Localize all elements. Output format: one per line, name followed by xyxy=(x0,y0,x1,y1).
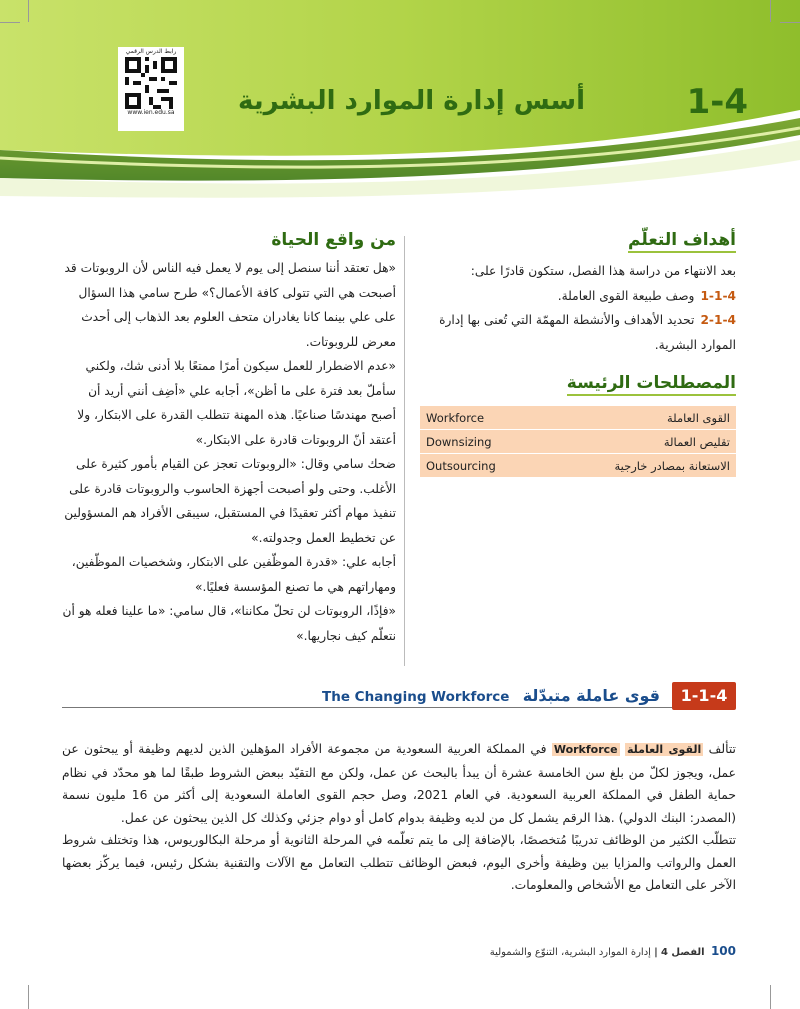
table-row xyxy=(420,406,736,430)
body-text: في المملكة العربية السعودية من مجموعة الأفراد المؤهلين الذين لديهم وظيفة أو يبحثون عن عمل، ويجوز لكلّ من بلغ سن الخامسة عشرة أن يبدأ بالبحث عن عمل، ولكن مع التقيّد ببعض الشروط طبقًا لما هو محدّد في نظام حماية الطفل في المملكة العربية السعودية. في العام 2021، وصل حجم القوى العاملة السعودية إلى أكثر من 16 مليون نسمة (المصدر: البنك الدولي) .هذا الرقم يشمل كل من لديه وظيفة بدوام كامل أو دوام جزئي وكذلك كل الذين يبحثون عن عمل. xyxy=(62,742,736,825)
qr-code-icon xyxy=(125,57,177,109)
real-life-paragraph: «عدم الاضطرار للعمل سيكون أمرًا ممتعًا بلا أدنى شك، ولكني سأملّ بعد فترة على ما أظن»، أجابه علي «أضِف أنني أريد أن أصبح مهندسًا صناعيًا. هذه المهنة تتطلب القدرة على الابتكار، ولا أعتقد أنّ الروبوتات قادرة على الابتكار.» xyxy=(77,359,396,447)
crop-mark xyxy=(28,0,29,22)
objective-number: 2-1-4 xyxy=(700,313,736,327)
chapter-number: 1-4 xyxy=(686,82,748,122)
crop-mark xyxy=(780,22,800,23)
crop-mark xyxy=(28,985,29,1009)
section-body xyxy=(62,738,736,897)
key-terms-table xyxy=(420,406,736,478)
chapter-title: أسس إدارة الموارد البشرية xyxy=(238,86,585,116)
objective-number: 1-1-4 xyxy=(700,288,736,303)
section-title-ar: قوى عاملة متبدّلة xyxy=(522,686,660,705)
objective-text: تحديد الأهداف والأنشطة المهمّة التي تُعنى بها إدارة الموارد البشرية. xyxy=(439,313,736,352)
section-rule xyxy=(62,707,726,708)
body-text: تتألف xyxy=(708,742,736,756)
objective-item xyxy=(412,284,736,309)
term-highlight-ar: القوى العاملة xyxy=(626,743,702,756)
objective-text: وصف طبيعة القوى العاملة. xyxy=(557,288,695,303)
chapter-label: الفصل 4 xyxy=(660,947,705,958)
real-life-paragraph: «هل تعتقد أننا سنصل إلى يوم لا يعمل فيه الناس لأن الروبوتات قد أصبحت هي التي تتولى كافة الأعمال؟» طرح سامي هذا السؤال على علي بينما كانا يغادران متحف العلوم بعد الذهاب إلى أحدث معرض للروبوتات. xyxy=(64,261,396,349)
objectives-column xyxy=(412,230,736,478)
real-life-column xyxy=(62,230,396,648)
qr-caption: رابط الدرس الرقمي xyxy=(125,48,177,55)
real-life-paragraph: ضحك سامي وقال: «الروبوتات تعجز عن القيام بأمور كثيرة على الأغلب. وحتى ولو أصبحت أجهزة الحاسوب والروبوتات قادرة على تنفيذ مهام أكثر تعقيدًا في المستقبل، سيبقى الأفراد هم المسؤولين عن تخطيط العمل وجدولته.» xyxy=(64,457,396,545)
section-number-badge: 1-1-4 xyxy=(672,682,736,710)
objectives-heading: أهداف التعلّم xyxy=(628,230,736,253)
real-life-paragraph: أجابه علي: «قدرة الموظّفين على الابتكار، وشخصيات الموظّفين، ومهاراتهم هي ما تصنع المؤسسة فعليًا.» xyxy=(71,555,396,594)
body-paragraph xyxy=(62,738,736,829)
table-row xyxy=(420,430,736,454)
term-en: Outsourcing xyxy=(420,454,543,478)
crop-mark xyxy=(770,0,771,22)
body-paragraph: تتطلّب الكثير من الوظائف تدريبًا مُتخصصًا، بالإضافة إلى ما يتم تعلّمه في المرحلة الثانوية أو مرحلة البكالوريوس، هذا وتختلف شروط العمل والرواتب والمزايا بين وظيفة وأخرى اليوم، فبعض الوظائف تتطلب التعامل مع الآلات والتقنية بشكل رئيس، فيما يركّز بعضها الآخر على التعامل مع الأشخاص والمعلومات. xyxy=(62,833,736,892)
qr-code-box[interactable] xyxy=(118,47,184,131)
page-number: 100 xyxy=(710,944,736,958)
term-en: Workforce xyxy=(420,406,543,430)
key-terms-heading: المصطلحات الرئيسة xyxy=(567,373,736,396)
qr-url[interactable]: www.ien.edu.sa xyxy=(127,109,175,116)
objective-item xyxy=(412,308,736,357)
crop-mark xyxy=(770,985,771,1009)
term-ar: الاستعانة بمصادر خارجية xyxy=(543,454,736,478)
table-row xyxy=(420,454,736,478)
section-title-en: The Changing Workforce xyxy=(322,689,510,705)
objectives-intro: بعد الانتهاء من دراسة هذا الفصل، ستكون قادرًا على: xyxy=(470,264,736,278)
column-divider xyxy=(404,236,405,666)
page-footer xyxy=(470,944,736,958)
real-life-paragraph: «فإذًا، الروبوتات لن تحلّ مكاننا»، قال سامي: «ما علينا فعله هو أن نتعلّم كيف نجاريها.» xyxy=(62,604,396,643)
term-highlight-en: Workforce xyxy=(553,743,618,756)
term-en: Downsizing xyxy=(420,430,543,454)
term-ar: تقليص العمالة xyxy=(543,430,736,454)
footer-separator: | xyxy=(654,947,658,958)
real-life-heading: من واقع الحياة xyxy=(271,230,396,250)
term-ar: القوى العاملة xyxy=(543,406,736,430)
crop-mark xyxy=(0,22,20,23)
chapter-name: إدارة الموارد البشرية، التنوّع والشمولية xyxy=(489,947,651,958)
